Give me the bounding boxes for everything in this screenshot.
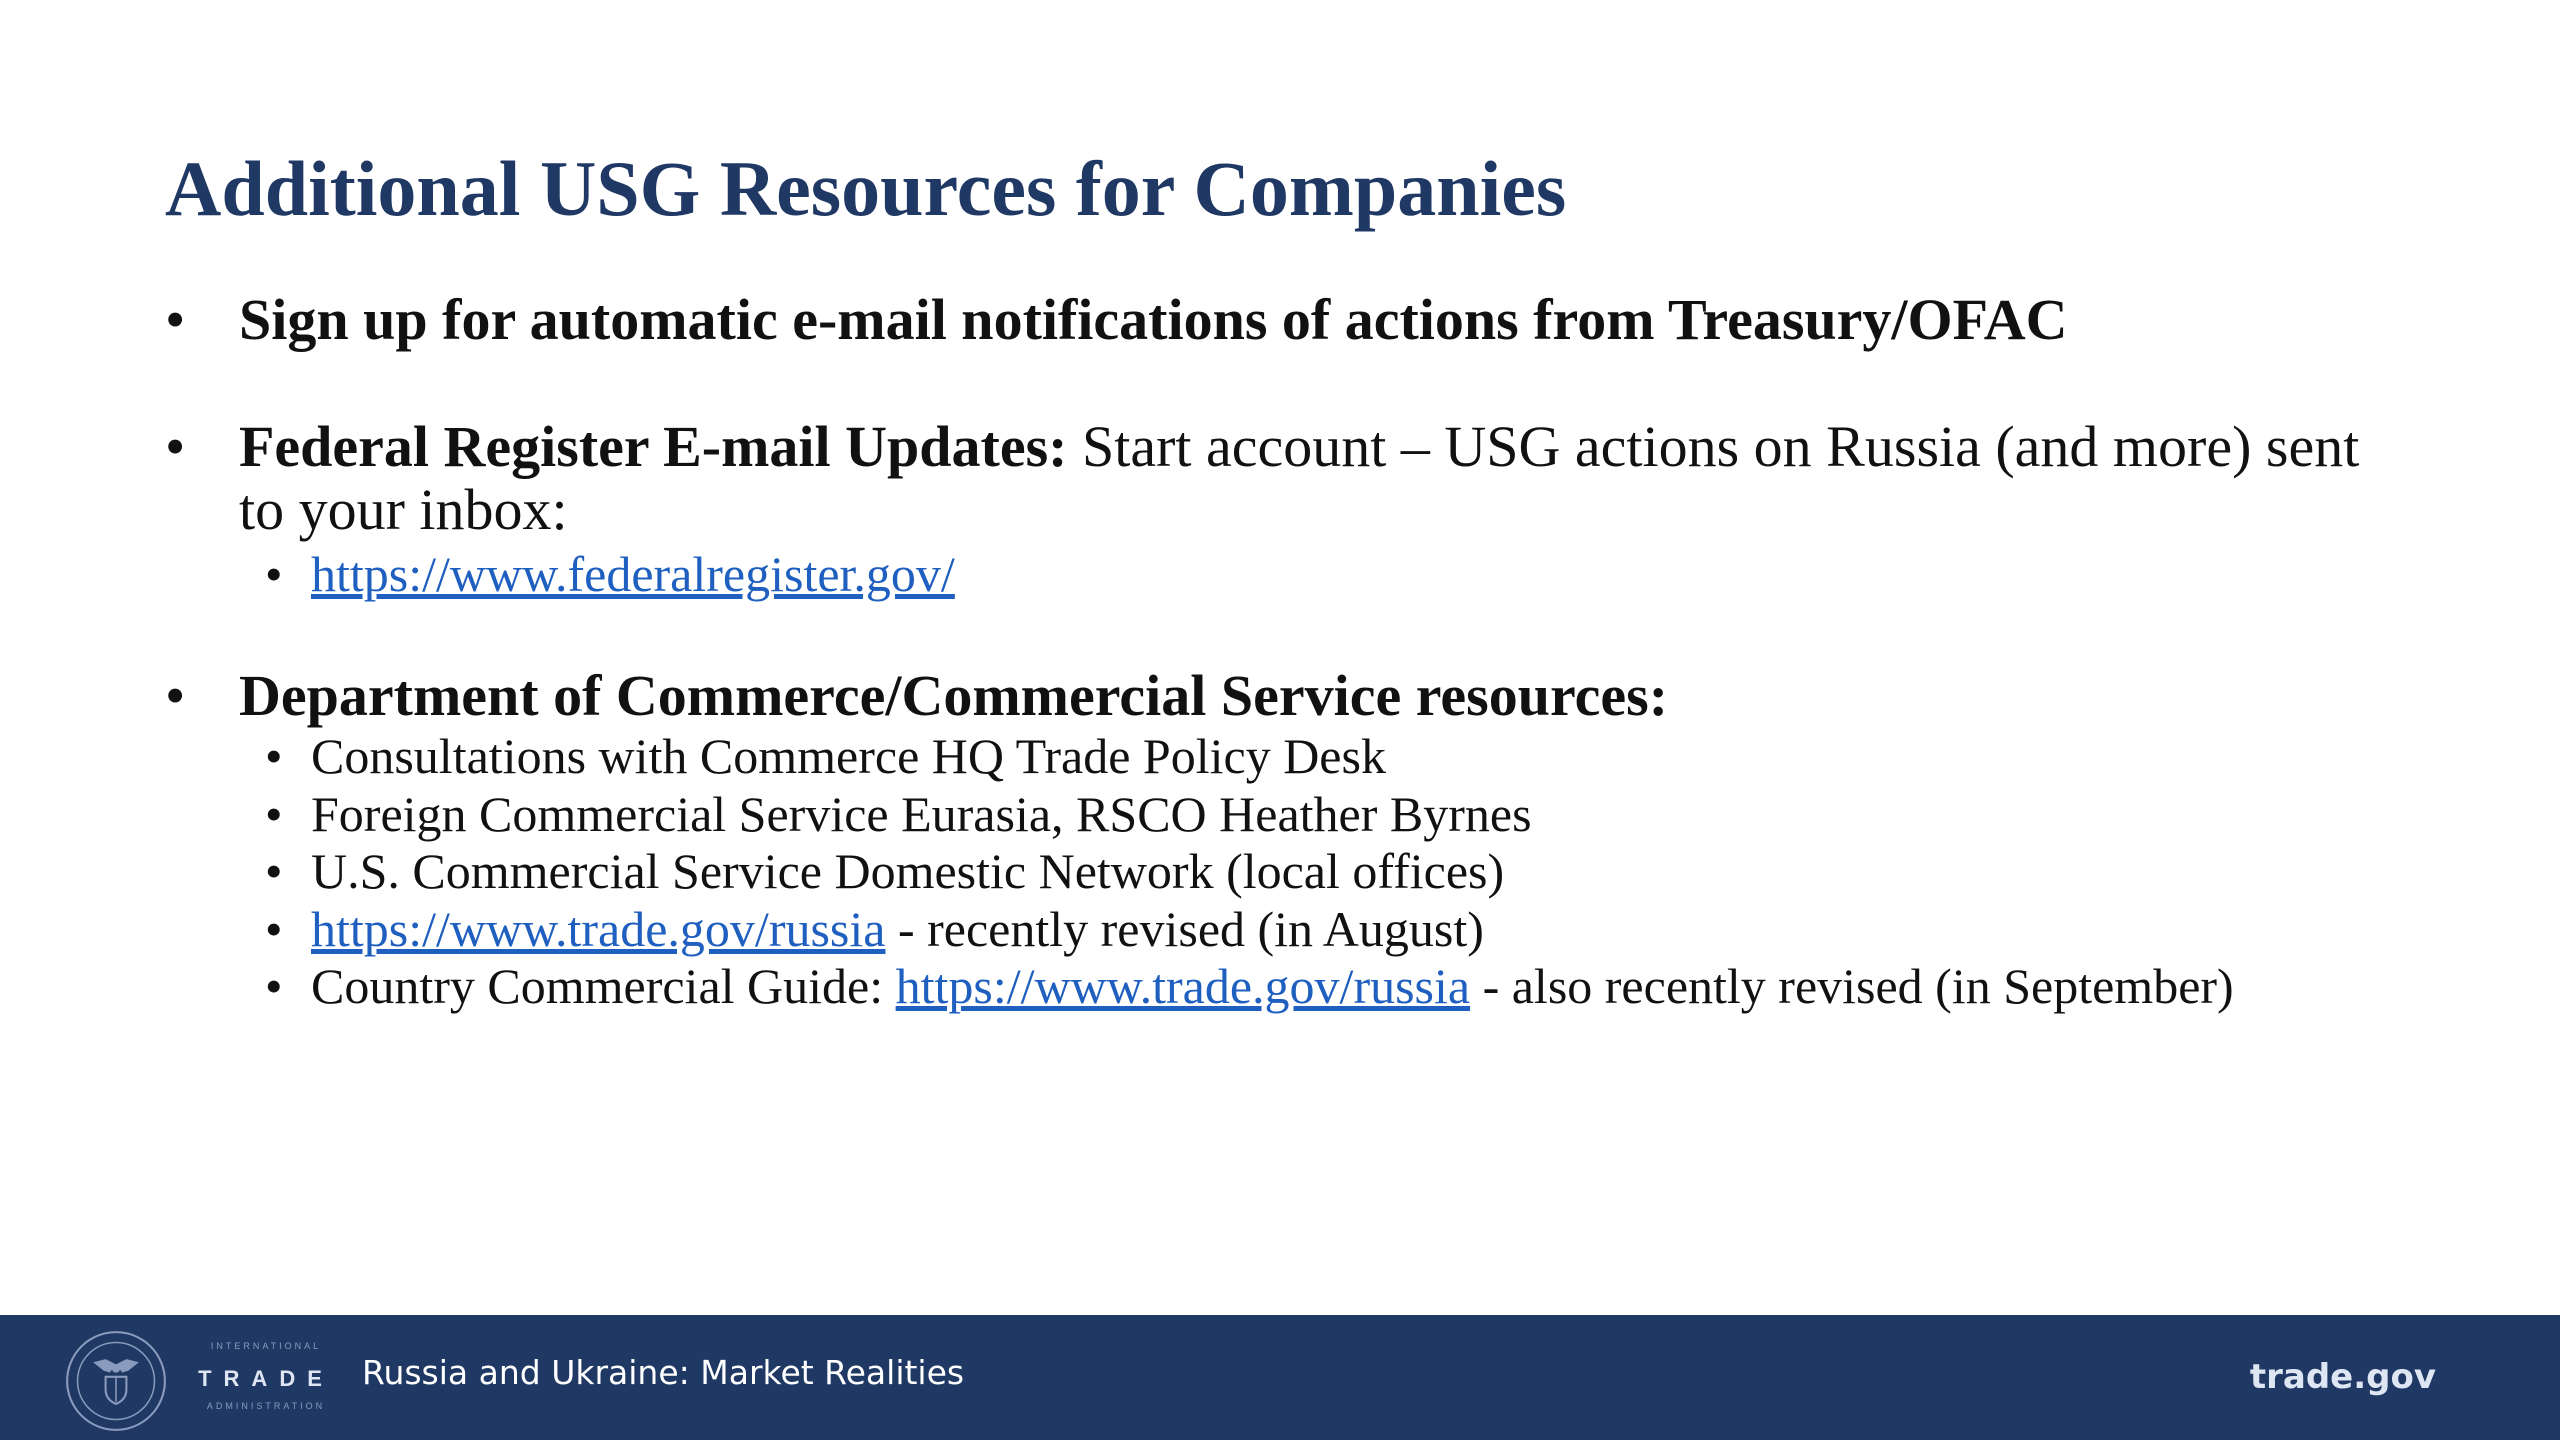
ita-logo <box>196 1335 336 1425</box>
federal-register-link[interactable]: https://www.federalregister.gov/ <box>311 546 955 602</box>
list-item-text: Consultations with Commerce HQ Trade Policy Desk <box>311 728 1386 784</box>
footer-bar <box>0 1315 2560 1440</box>
bullet-marker: • <box>165 663 186 728</box>
list-item-text: Country Commercial Guide: <box>311 958 896 1014</box>
bullet-description: Start account – USG actions on Russia (and more) sent to your inbox: <box>239 414 2360 542</box>
presentation-title: Russia and Ukraine: Market Realities <box>362 1353 965 1392</box>
bullet-text <box>239 415 2415 541</box>
list-item-text: U.S. Commercial Service Domestic Network (local offices) <box>311 843 1505 899</box>
list-item-text: Foreign Commercial Service Eurasia, RSCO Heather Byrnes <box>311 786 1532 842</box>
sub-bullet-marker: • <box>265 546 283 602</box>
ita-logo-top-text: INTERNATIONAL <box>210 1341 322 1351</box>
sub-bullet-marker: • <box>265 843 283 899</box>
sub-bullet-marker: • <box>265 728 283 784</box>
list-item-text: - also recently revised (in September) <box>1470 958 2234 1014</box>
bullet-heading: Federal Register E-mail Updates: <box>239 414 1068 479</box>
sub-bullet-marker: • <box>265 786 283 842</box>
sub-bullet-marker: • <box>265 901 283 957</box>
bullet-marker: • <box>165 287 186 352</box>
site-name: trade.gov <box>2249 1357 2436 1397</box>
ita-logo-main-text: TRADE <box>198 1366 334 1391</box>
country-commercial-guide-link[interactable]: https://www.trade.gov/russia <box>895 958 1471 1014</box>
sub-bullet-marker: • <box>265 958 283 1014</box>
bullet-marker: • <box>165 414 186 479</box>
ita-logo-bottom-text: ADMINISTRATION <box>206 1401 326 1411</box>
list-item-text: - recently revised (in August) <box>885 901 1484 957</box>
slide-title: Additional USG Resources for Companies <box>165 145 1567 232</box>
department-of-commerce-seal-icon <box>64 1329 168 1433</box>
bullet-heading: Department of Commerce/Commercial Service resources: <box>239 663 1669 728</box>
trade-gov-russia-link[interactable]: https://www.trade.gov/russia <box>311 901 886 957</box>
bullet-text: Sign up for automatic e-mail notifications of actions from Treasury/OFAC <box>239 287 2068 352</box>
